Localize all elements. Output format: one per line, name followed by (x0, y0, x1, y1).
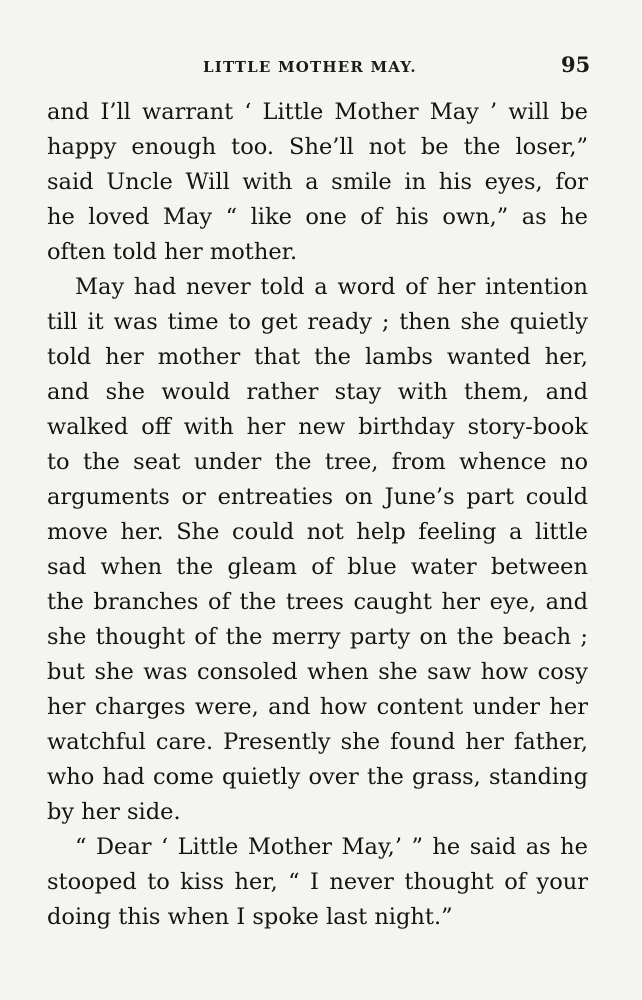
text-line: doing this when I spoke last night.” (47, 904, 453, 930)
text-line: May had never told a word of her intention (75, 274, 588, 300)
text-line: the branches of the trees caught her eye, and (47, 589, 588, 615)
page-number: 95 (561, 52, 591, 77)
text-line: “ Dear ‘ Little Mother May,’ ” he said as he (75, 834, 588, 860)
text-line: stooped to kiss her, “ I never thought of your (47, 869, 588, 895)
text-line: to the seat under the tree, from whence no (47, 449, 588, 475)
text-line: but she was consoled when she saw how cosy (47, 659, 588, 685)
text-line: said Uncle Will with a smile in his eyes, for (47, 169, 588, 195)
text-line: happy enough too. She’ll not be the loser,” (47, 134, 588, 160)
text-line: arguments or entreaties on June’s part could (47, 484, 588, 510)
body-text (47, 95, 588, 935)
page-header (0, 52, 642, 82)
text-line: who had come quietly over the grass, standing (47, 764, 588, 790)
text-line: she thought of the merry party on the beach ; (47, 624, 588, 650)
paragraph-1 (47, 95, 588, 270)
text-line: watchful care. Presently she found her father, (47, 729, 588, 755)
paragraph-2 (47, 270, 588, 830)
text-line: told her mother that the lambs wanted her, (47, 344, 588, 370)
text-line: he loved May “ like one of his own,” as he (47, 204, 588, 230)
text-line: often told her mother. (47, 239, 298, 265)
text-line: sad when the gleam of blue water between (47, 554, 588, 580)
text-line: till it was time to get ready ; then she quietly (47, 309, 588, 335)
text-line: and I’ll warrant ‘ Little Mother May ’ will be (47, 99, 588, 125)
text-line: her charges were, and how content under her (47, 694, 588, 720)
text-line: walked off with her new birthday story-book (47, 414, 588, 440)
running-head: LITTLE MOTHER MAY. (203, 58, 417, 76)
text-line: move her. She could not help feeling a little (47, 519, 588, 545)
text-line: and she would rather stay with them, and (47, 379, 588, 405)
text-line: by her side. (47, 799, 181, 825)
paragraph-3 (47, 830, 588, 935)
